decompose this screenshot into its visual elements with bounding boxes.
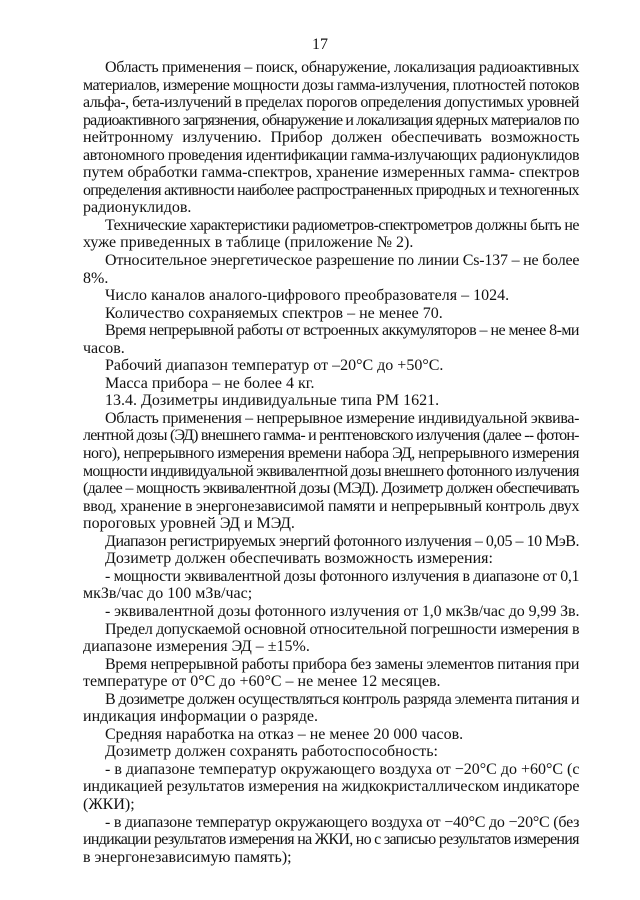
text-line bbox=[83, 129, 580, 147]
text-line bbox=[83, 357, 580, 375]
text-line-content: пороговых уровней ЭД и МЭД. bbox=[83, 515, 295, 533]
text-line-content: мкЗв/час до 100 мЗв/час; bbox=[83, 585, 253, 603]
paragraph bbox=[83, 691, 580, 726]
text-line-content: лентной дозы (ЭД) внешнего гамма- и рентгеновского излучения (далее -- фотон- bbox=[83, 427, 579, 445]
text-line bbox=[83, 410, 580, 428]
text-line-content: определения активности наиболее распространенных природных и техногенных bbox=[83, 181, 579, 199]
text-line-content: Число каналов аналого-цифрового преобразователя – 1024. bbox=[105, 287, 510, 305]
text-line bbox=[83, 234, 580, 252]
paragraph bbox=[83, 252, 580, 287]
text-line-content: температуре от 0°С до +60°С – не менее 12 месяцев. bbox=[83, 673, 441, 691]
text-line-content: ввод, хранение в энергонезависимой памяти и непрерывный контроль двух bbox=[83, 497, 580, 515]
paragraph bbox=[83, 322, 580, 357]
text-line-content: часов. bbox=[83, 339, 125, 357]
text-line-content: индикацией результатов измерения на жидкокристаллическом индикаторе bbox=[83, 778, 580, 796]
text-line-content: - в диапазоне температур окружающего воздуха от −40°С до −20°С (без bbox=[105, 813, 580, 831]
text-line-content: Масса прибора – не более 4 кг. bbox=[105, 374, 315, 392]
text-line bbox=[83, 498, 580, 516]
text-line-content: 8%. bbox=[83, 269, 109, 287]
text-line-content: (ЖКИ); bbox=[83, 795, 135, 813]
paragraph bbox=[83, 59, 580, 217]
text-line bbox=[83, 621, 580, 639]
text-line-content: ного), непрерывного измерения времени набора ЭД, непрерывного измерения bbox=[83, 445, 579, 463]
text-line-content: Технические характеристики радиометров-спектрометров должны быть не bbox=[105, 216, 579, 234]
text-line bbox=[83, 849, 580, 867]
paragraph bbox=[83, 375, 580, 393]
text-line-content: Время непрерывной работы от встроенных аккумуляторов – не менее 8-ми bbox=[105, 322, 579, 340]
text-line bbox=[83, 691, 580, 709]
text-line bbox=[83, 778, 580, 796]
text-line-content: Количество сохраняемых спектров – не менее 70. bbox=[105, 304, 443, 322]
text-line bbox=[83, 796, 580, 814]
text-line bbox=[83, 603, 580, 621]
text-line bbox=[83, 112, 580, 130]
text-line bbox=[83, 217, 580, 235]
text-line bbox=[83, 270, 580, 288]
text-line bbox=[83, 392, 580, 410]
text-line bbox=[83, 533, 580, 551]
text-line-content: индикации результатов измерения на ЖКИ, но с записью результатов измерения bbox=[83, 831, 579, 849]
paragraph bbox=[83, 287, 580, 305]
text-line-content: Область применения – непрерывное измерение индивидуальной эквива- bbox=[105, 409, 580, 427]
text-line-content: материалов, измерение мощности дозы гамма-излучения, плотностей потоков bbox=[83, 76, 579, 94]
text-line-content: Средняя наработка на отказ – не менее 20 000 часов. bbox=[105, 725, 464, 743]
text-line bbox=[83, 340, 580, 358]
paragraph bbox=[83, 217, 580, 252]
paragraph bbox=[83, 743, 580, 761]
document-body bbox=[83, 59, 580, 866]
text-line bbox=[83, 656, 580, 674]
paragraph bbox=[83, 814, 580, 867]
paragraph bbox=[83, 550, 580, 568]
paragraph bbox=[83, 621, 580, 656]
text-line-content: Рабочий диапазон температур от –20°С до +50°С. bbox=[105, 357, 444, 375]
paragraph bbox=[83, 533, 580, 551]
text-line bbox=[83, 147, 580, 165]
text-line bbox=[83, 164, 580, 182]
text-line bbox=[83, 252, 580, 270]
text-line bbox=[83, 708, 580, 726]
text-line-content: автономного проведения идентификации гамма-излучающих радионуклидов bbox=[83, 146, 580, 164]
text-line bbox=[83, 322, 580, 340]
text-line-content: в энергонезависимую память); bbox=[83, 848, 292, 866]
text-line bbox=[83, 761, 580, 779]
text-line bbox=[83, 480, 580, 498]
text-line-content: Время непрерывной работы прибора без замены элементов питания при bbox=[105, 655, 580, 673]
text-line bbox=[83, 743, 580, 761]
paragraph bbox=[83, 726, 580, 744]
text-line-content: Диапазон регистрируемых энергий фотонного излучения – 0,05 – 10 МэВ. bbox=[105, 532, 580, 550]
text-line bbox=[83, 673, 580, 691]
text-line bbox=[83, 287, 580, 305]
text-line bbox=[83, 182, 580, 200]
paragraph bbox=[83, 656, 580, 691]
text-line bbox=[83, 77, 580, 95]
paragraph bbox=[83, 761, 580, 814]
text-line-content: Предел допускаемой основной относительной погрешности измерения в bbox=[105, 620, 580, 638]
text-line bbox=[83, 814, 580, 832]
text-line-content: хуже приведенных в таблице (приложение № 2). bbox=[83, 234, 414, 252]
text-line-content: Область применения – поиск, обнаружение, локализация радиоактивных bbox=[105, 59, 580, 76]
text-line-content: 13.4. Дозиметры индивидуальные типа РМ 1621. bbox=[105, 392, 440, 410]
paragraph bbox=[83, 410, 580, 533]
text-line-content: (далее – мощность эквивалентной дозы (МЭД). Дозиметр должен обеспечивать bbox=[83, 480, 579, 498]
text-line bbox=[83, 585, 580, 603]
paragraph bbox=[83, 305, 580, 323]
text-line bbox=[83, 515, 580, 533]
text-line bbox=[83, 94, 580, 112]
text-line-content: радиоактивного загрязнения, обнаружение и локализация ядерных материалов по bbox=[83, 111, 579, 129]
text-line-content: альфа-, бета-излучений в пределах порогов определения допустимых уровней bbox=[83, 94, 579, 112]
text-line bbox=[83, 638, 580, 656]
text-line-content: индикация информации о разряде. bbox=[83, 708, 319, 726]
text-line-content: Относительное энергетическое разрешение по линии Cs-137 – не более bbox=[105, 252, 580, 270]
text-line bbox=[83, 726, 580, 744]
text-line-content: диапазоне измерения ЭД – ±15%. bbox=[83, 638, 310, 656]
text-line-content: В дозиметре должен осуществляться контроль разряда элемента питания и bbox=[105, 690, 579, 708]
text-line bbox=[83, 427, 580, 445]
text-line bbox=[83, 199, 580, 217]
text-line-content: - в диапазоне температур окружающего воздуха от −20°С до +60°С (с bbox=[105, 760, 580, 778]
text-line bbox=[83, 375, 580, 393]
text-line-content: - эквивалентной дозы фотонного излучения от 1,0 мкЗв/час до 9,99 Зв. bbox=[105, 602, 580, 620]
paragraph bbox=[83, 568, 580, 603]
text-line bbox=[83, 831, 580, 849]
text-line bbox=[83, 568, 580, 586]
text-line-content: мощности индивидуальной эквивалентной дозы внешнего фотонного излучения bbox=[83, 462, 579, 480]
text-line bbox=[83, 550, 580, 568]
text-line bbox=[83, 305, 580, 323]
text-line-content: путем обработки гамма-спектров, хранение измеренных гамма- спектров bbox=[83, 164, 580, 182]
text-line-content: - мощности эквивалентной дозы фотонного излучения в диапазоне от 0,1 bbox=[105, 567, 580, 585]
text-line-content: Дозиметр должен сохранять работоспособность: bbox=[105, 743, 438, 761]
paragraph bbox=[83, 603, 580, 621]
text-line bbox=[83, 463, 580, 481]
text-line-content: радионуклидов. bbox=[83, 199, 192, 217]
text-line bbox=[83, 445, 580, 463]
text-line-content: нейтронному излучению. Прибор должен обеспечивать возможность bbox=[83, 129, 580, 147]
paragraph bbox=[83, 392, 580, 410]
paragraph bbox=[83, 357, 580, 375]
page-number: 17 bbox=[312, 36, 328, 53]
text-line-content: Дозиметр должен обеспечивать возможность измерения: bbox=[105, 550, 493, 568]
text-line bbox=[83, 59, 580, 77]
